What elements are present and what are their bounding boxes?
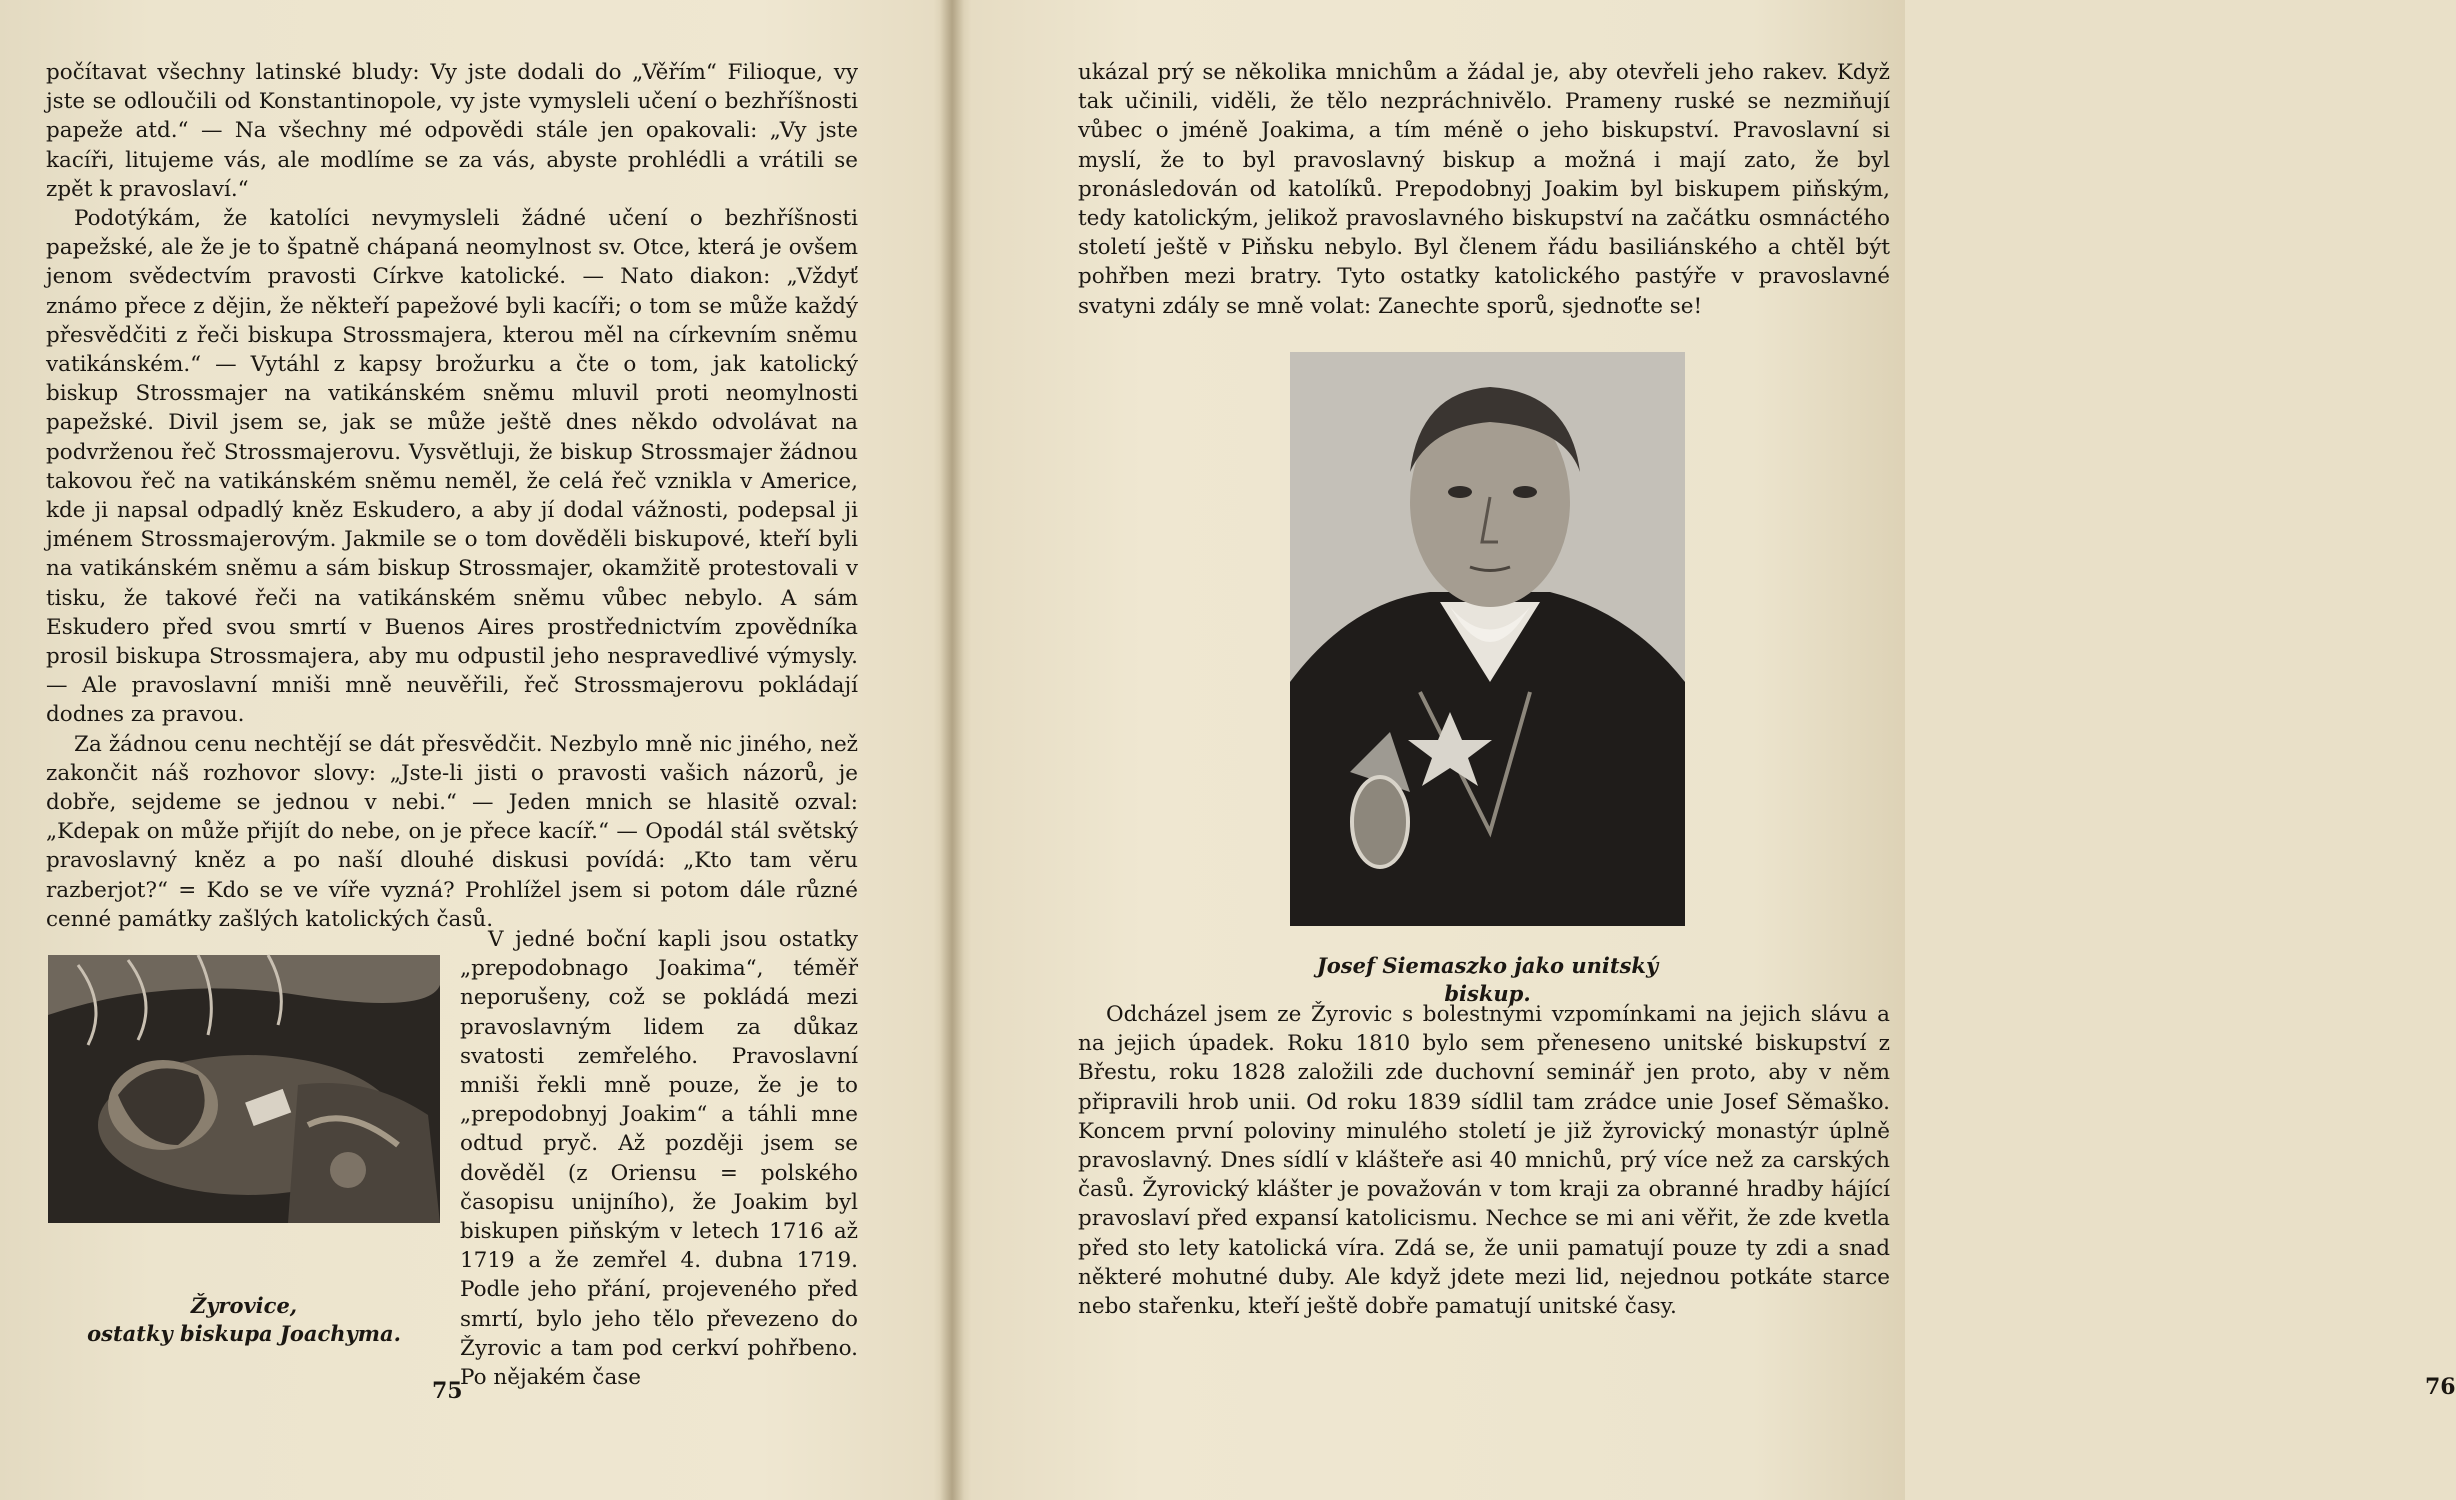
left-page [0,0,950,1500]
right-paragraph-bottom: Odcházel jsem ze Žyrovic s bolestnými vzpomínkami na jejich slávu a na jejich úpadek. Roku 1810 bylo sem přeneseno unitské biskupství z Břestu, roku 1828 založili zde duchovní seminář jen proto, aby v něm připravili hrob unii. Od roku 1839 sídlil tam zrádce unie Josef Sěmaško. Koncem první poloviny minulého století je již žyrovický monastýr úplně pravoslavný. Dnes sídlí v klášteře asi 40 mnichů, prý více než za carských časů. Žyrovický klášter je považován v tom kraji za obranné hradby hájící pravoslaví před expansí katolicismu. Nechce se mi ani věřit, že zde kvetla před sto lety katolická víra. Zdá se, že unii pamatují pouze ty zdi a snad některé mohutné duby. Ale když jdete mezi lid, nejednou potkáte starce nebo stařenku, kteří ještě dobře pamatují unitské časy. [1078,1002,1890,1320]
right-paragraph-top: ukázal prý se několika mnichům a žádal je, aby otevřeli jeho rakev. Když tak učinili, viděli, že tělo nezpráchnivělo. Prameny ruské se nezmiňují vůbec o jméně Joakima, a tím méně o jeho biskupství. Pravoslavní si myslí, že to byl pravoslavný biskup a možná i mají zato, že byl pronásledován od katolíků. Prepodobnyj Joakim byl biskupem piňským, tedy katolickým, jelikož pravoslavného biskupství na začátku osmnáctého století ještě v Piňsku nebylo. Byl členem řádu basiliánského a chtěl být pohřben mezi bratry. Tyto ostatky katolického pastýře v pravoslavné svatyni zdály se mně volat: Zanechte sporů, sjednoťte se! [1078,60,1890,319]
page-number-right: 76 [2425,1374,2456,1400]
left-paragraph-1: počítavat všechny latinské bludy: Vy jste dodali do „Věřím“ Filioque, vy jste se odloučili od Konstantinopole, vy jste vymysleli učení o bezhříšnosti papeže atd.“ — Na všechny mé odpovědi stále jen opakovali: „Vy jste kacíři, litujeme vás, ale modlíme se za vás, abyste prohlédli a vrátili se zpět k pravoslaví.“ [46,60,858,202]
left-column-text [460,925,858,1392]
right-top-text [1078,58,1890,321]
right-bottom-text [1078,1000,1890,1321]
relics-photo [48,955,440,1223]
page-number-left: 75 [432,1378,463,1404]
bishop-portrait-image [1290,352,1685,926]
bishop-portrait-caption: Josef Siemaszko jako unitský biskup. [1316,953,1659,1006]
relics-photo-caption [48,1292,440,1348]
left-paragraph-2: Podotýkám, že katolíci nevymysleli žádné učení o bezhříšnosti papežské, ale že je to špatně chápaná neomylnost sv. Otce, která je ovšem jenom svědectvím pravosti Církve katolické. — Nato diakon: „Vždyť známo přece z dějin, že někteří papežové byli kacíři; o tom se může každý přesvědčiti z řeči biskupa Strossmajera, kterou měl na církevním sněmu vatikánském.“ — Vytáhl z kapsy brožurku a čte o tom, jak katolický biskup Strossmajer na vatikánském sněmu mluvil proti neomylnosti papežské. Divil jsem se, jak se může ještě dnes někdo odvolávat na podvrženou řeč Strossmajerovu. Vysvětluji, že biskup Strossmajer žádnou takovou řeč na vatikánském sněmu neměl, že celá řeč vznikla v Americe, kde ji napsal odpadlý kněz Eskudero, a aby jí dodal vážnosti, podepsal ji jménem Strossmajerovým. Jakmile se o tom dověděli biskupové, kteří byli na vatikánském sněmu a sám biskup Strossmajer, okamžitě protestovali v tisku, že takové řeči na vatikánském sněmu vůbec nebylo. A sám Eskudero před svou smrtí v Buenos Aires prostřednictvím zpovědníka prosil biskupa Strossmajera, aby mu odpustil jeho nespravedlivé výmysly. — Ale pravoslavní mniši mně neuvěřili, řeč Strossmajerovu pokládají dodnes za pravou. [46,206,858,728]
left-paragraph-3: Za žádnou cenu nechtějí se dát přesvědčit. Nezbylo mně nic jiného, než zakončit náš rozhovor slovy: „Jste-li jisti o pravosti vašich názorů, je dobře, sejdeme se jednou v nebi.“ — Jeden mnich se hlasitě ozval: „Kdepak on může přijít do nebe, on je přece kacíř.“ — Opodál stál světský pravoslavný kněz a po naší dlouhé diskusi povídá: „Kto tam věru razberjot?“ = Kdo se ve víře vyzná? Prohlížel jsem si potom dále různé cenné památky zašlých katolických časů. [46,731,858,932]
bishop-portrait [1290,352,1685,926]
relics-photo-image [48,955,440,1223]
left-main-text [46,58,858,934]
relics-caption-line-2: ostatky biskupa Joachyma. [87,1321,401,1346]
left-column-paragraph: V jedné boční kapli jsou ostatky „prepodobnago Joakima“, téměř neporušeny, což se pokládá mezi pravoslavným lidem za důkaz svatosti zemřelého. Pravoslavní mniši řekli mně pouze, že je to „prepodobnyj Joakim“ a táhli mne odtud pryč. Až později jsem se dověděl (z Oriensu = polského časopisu unijního), že Joakim byl biskupen piňským v letech 1716 až 1719 a že zemřel 4. dubna 1719. Podle jeho přání, projeveného před smrtí, bylo jeho tělo převezeno do Žyrovic a tam pod cerkví pohřbeno. Po nějakém čase [460,927,858,1391]
relics-caption-line-1: Žyrovice, [190,1293,298,1318]
